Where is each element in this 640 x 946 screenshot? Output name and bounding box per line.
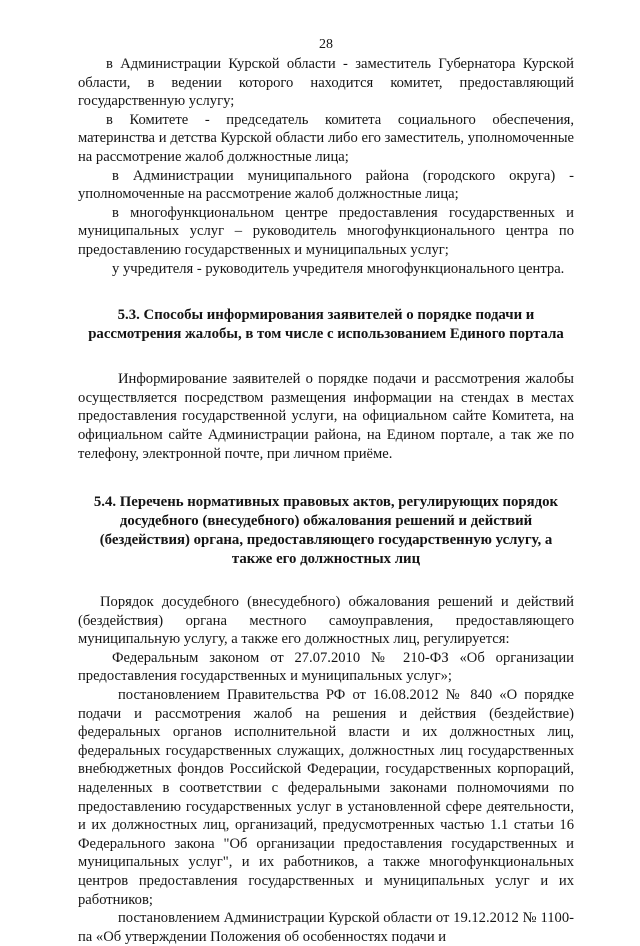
list-item: в Администрации муниципального района (городского округа) - уполномоченные на рассмотрение жалоб должностные лица; — [78, 167, 574, 203]
section-heading-5-4: 5.4. Перечень нормативных правовых актов, регулирующих порядок досудебного (внесудебного) обжалования решений и действий (бездействия) органа, предоставляющего государственную услугу, а также его должностных лиц — [93, 494, 559, 568]
list-item: в Комитете - председатель комитета социального обеспечения, материнства и детства Курской области либо его заместитель, уполномоченные на рассмотрение жалоб должностные лица; — [78, 111, 574, 165]
section-heading-5-3: 5.3. Способы информирования заявителей о порядке подачи и рассмотрения жалобы, в том числе с использованием Единого портала — [88, 307, 564, 343]
page-number: 28 — [319, 37, 333, 52]
list-item: у учредителя - руководитель учредителя многофункционального центра. — [112, 260, 565, 277]
list-item: в Администрации Курской области - заместитель Губернатора Курской области, в ведении которого находится комитет, предоставляющий государственную услугу; — [78, 56, 574, 110]
act-item: постановлением Правительства РФ от 16.08.2012 № 840 «О порядке подачи и рассмотрения жалоб на решения и действия (бездействие) федеральных органов исполнительной власти и их должностных лиц, федеральных государственных служащих, должностных лиц государственных внебюджетных фондов Российской Федерации, государственных корпораций, наделенных в соответствии с федеральными законами полномочиями по предоставлению государственных услуг в установленной сфере деятельности, и их должностных лиц, организаций, предусмотренных частью 1.1 статьи 16 Федерального закона "Об организации предоставления государственных и муниципальных услуг", и их работников, а также многофункциональных центров предоставления государственных и муниципальных услуг и их работников; — [78, 687, 574, 908]
list-item: в многофункциональном центре предоставления государственных и муниципальных услуг – руководитель многофункционального центра по предоставлению государственных и муниципальных услуг; — [78, 204, 574, 258]
document-page — [78, 0, 574, 945]
page-content — [78, 55, 574, 946]
act-item: Федеральным законом от 27.07.2010 № 210-ФЗ «Об организации предоставления государственных и муниципальных услуг»; — [78, 649, 574, 685]
act-item: постановлением Администрации Курской области от 19.12.2012 № 1100-па «Об утверждении Положения об особенностях подачи и — [78, 910, 574, 945]
section-5-4-intro: Порядок досудебного (внесудебного) обжалования решений и действий (бездействия) органа местного самоуправления, предоставляющего муниципальную услугу, а также его должностных лиц, регулируется: — [78, 594, 574, 648]
section-5-3-text: Информирование заявителей о порядке подачи и рассмотрения жалобы осуществляется посредством размещения информации на стендах в местах предоставления государственной услуги, на официальном сайте Комитета, на официальном сайте Администрации района, на Едином портале, а так же по телефону, электронной почте, при личном приёме. — [78, 371, 574, 462]
